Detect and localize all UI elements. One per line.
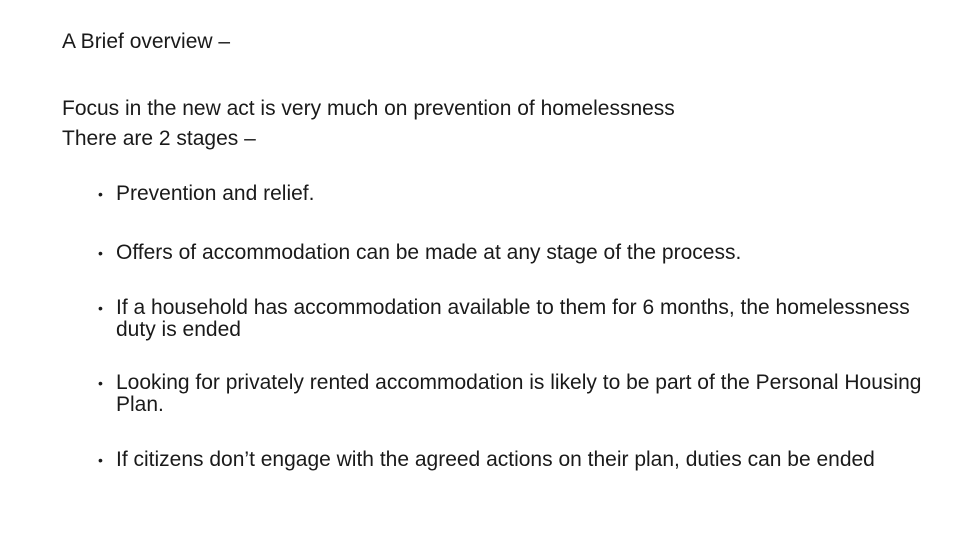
slide-heading: A Brief overview – [62, 30, 231, 53]
bullet-item [98, 449, 928, 471]
bullet-dot-icon: • [98, 375, 103, 391]
bullet-dot-icon: • [98, 452, 103, 468]
bullet-text: Prevention and relief. [116, 182, 315, 205]
bullet-dot-icon: • [98, 245, 103, 261]
intro-text [62, 94, 675, 154]
bullet-text: Looking for privately rented accommodation is likely to be part of the Personal Housing Plan. [116, 371, 922, 416]
bullet-text: If citizens don’t engage with the agreed actions on their plan, duties can be ended [116, 448, 875, 471]
bullet-dot-icon: • [98, 300, 103, 316]
bullet-item [98, 372, 928, 416]
bullet-item [98, 183, 928, 205]
bullet-text: If a household has accommodation available to them for 6 months, the homelessness duty is ended [116, 296, 910, 341]
intro-line-stages: There are 2 stages – [62, 127, 256, 150]
bullet-text: Offers of accommodation can be made at any stage of the process. [116, 241, 742, 264]
bullet-item [98, 242, 928, 264]
intro-line-focus: Focus in the new act is very much on prevention of homelessness [62, 97, 675, 120]
bullet-dot-icon: • [98, 186, 103, 202]
bullet-item [98, 297, 928, 341]
